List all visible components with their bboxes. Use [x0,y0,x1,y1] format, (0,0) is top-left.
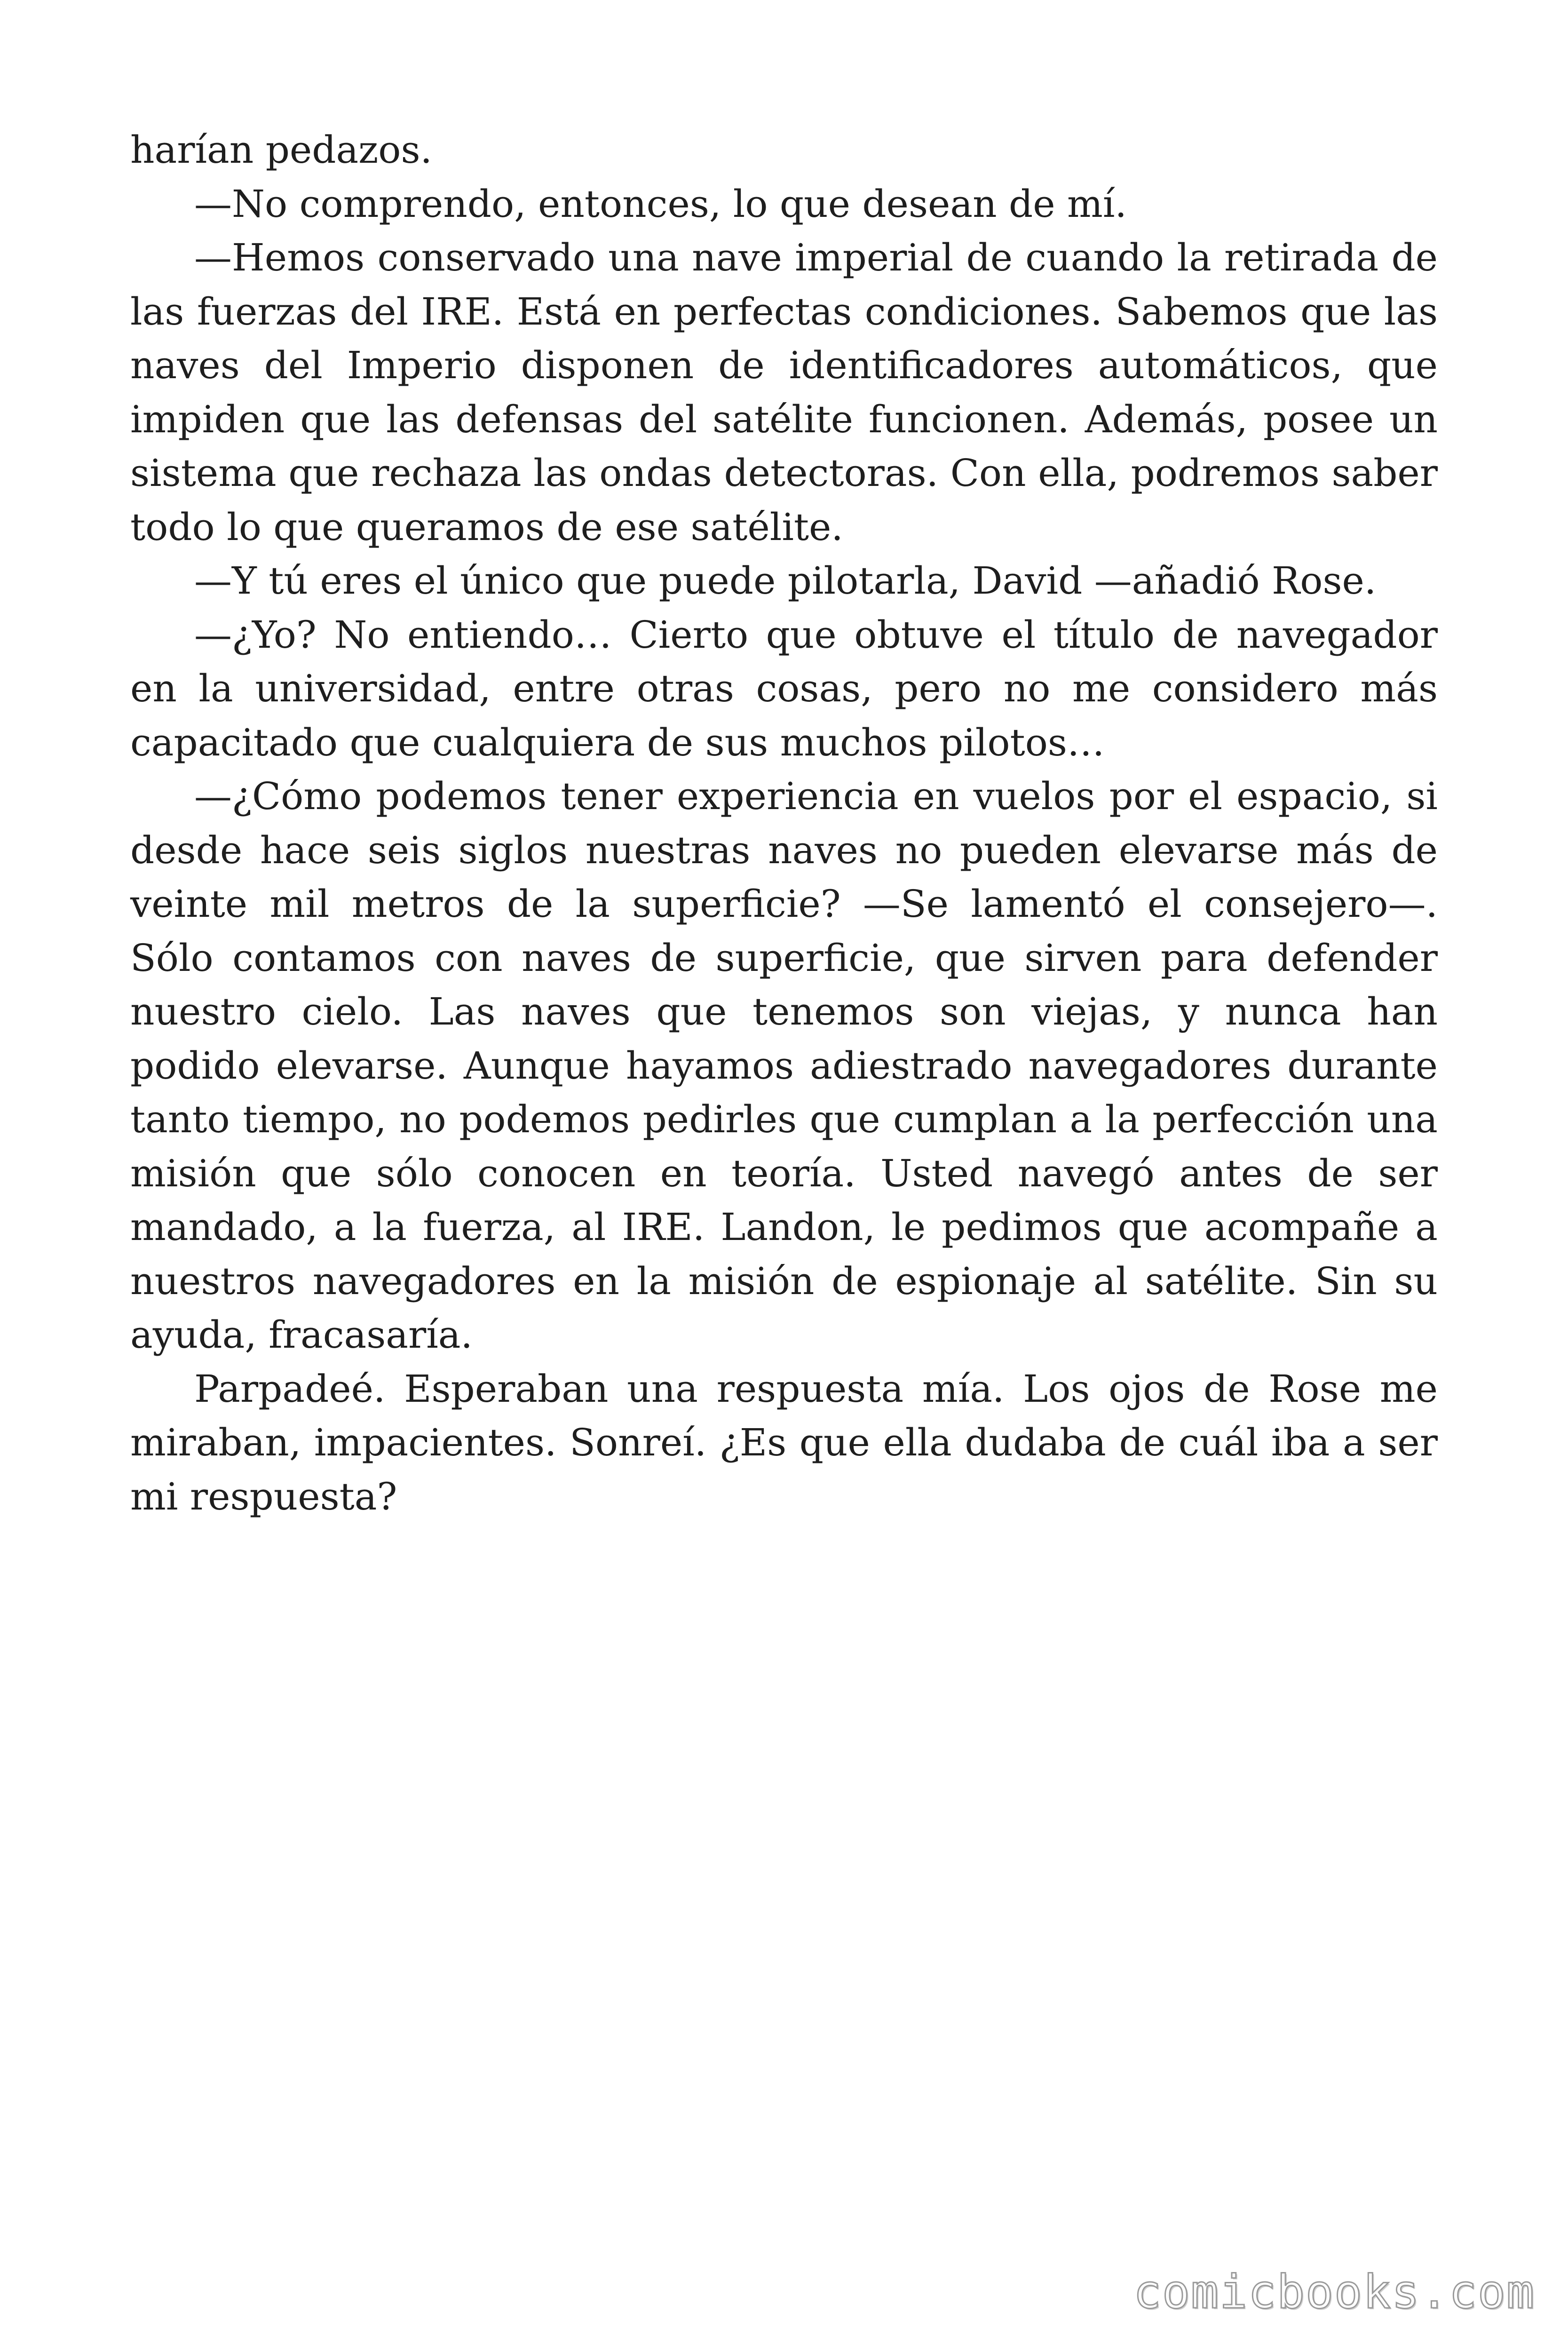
paragraph-dialogue: —¿Yo? No entiendo… Cierto que obtuve el título de navegador en la universidad, entre otras cosas, pero no me considero más capacitado que cualquiera de sus muchos pilotos… [130,612,1438,764]
watermark-logo: comicbooks.com [1133,2265,1535,2319]
paragraph-dialogue: —¿Cómo podemos tener experiencia en vuelos por el espacio, si desde hace seis siglos nuestras naves no pueden elevarse más de veinte mil metros de la superficie? —Se lamentó el consejero—. Sólo contamos con naves de superficie, que sirven para defender nuestro cielo. Las naves que tenemos son viejas, y nunca han podido elevarse. Aunque hayamos adiestrado navegadores durante tanto tiempo, no podemos pedirles que cumplan a la perfección una misión que sólo conocen en teoría. Usted navegó antes de ser mandado, a la fuerza, al IRE. Landon, le pedimos que acompañe a nuestros navegadores en la misión de espionaje al satélite. Sin su ayuda, fracasaría. [130,774,1438,1357]
paragraph-narration: Parpadeé. Esperaban una respuesta mía. Los ojos de Rose me miraban, impacientes. Sonreí. ¿Es que ella dudaba de cuál iba a ser mi respuesta? [130,1367,1438,1518]
page-body-text [130,123,1438,1524]
paragraph-dialogue: —No comprendo, entonces, lo que desean de mí. [194,182,1127,226]
paragraph-dialogue: —Hemos conservado una nave imperial de cuando la retirada de las fuerzas del IRE. Está en perfectas condiciones. Sabemos que las naves del Imperio disponen de identificadores automáticos, que impiden que las defensas del satélite funcionen. Además, posee un sistema que rechaza las ondas detectoras. Con ella, podremos saber todo lo que queramos de ese satélite. [130,236,1438,549]
paragraph-dialogue: —Y tú eres el único que puede pilotarla, David —añadió Rose. [194,559,1377,603]
paragraph-continuation: harían pedazos. [130,128,432,172]
